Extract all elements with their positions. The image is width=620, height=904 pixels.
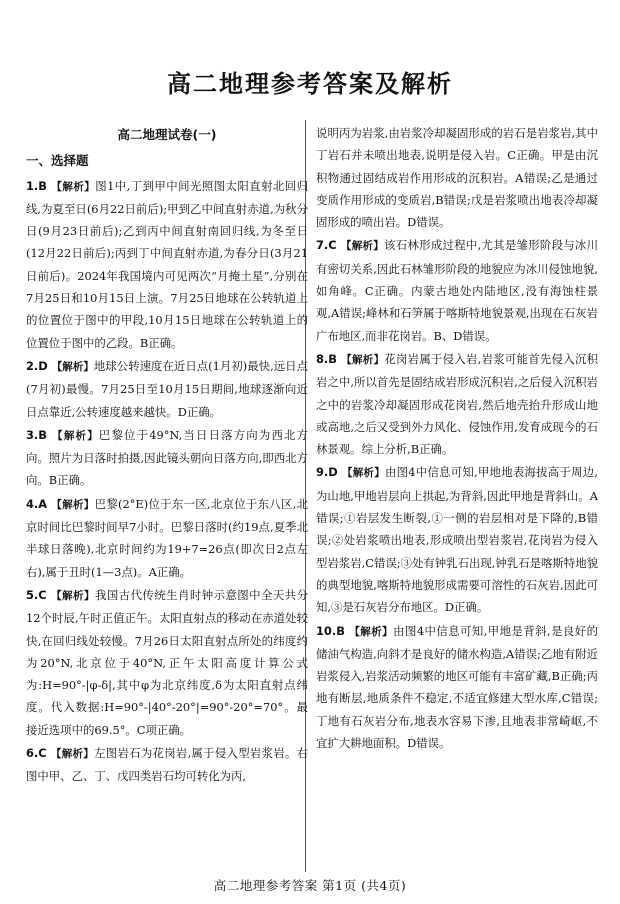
- left-column: [26, 122, 308, 789]
- item-number: 10.: [316, 623, 337, 638]
- item-number: 6.: [26, 746, 39, 761]
- answer-item-1: [26, 175, 308, 354]
- answer-item-8: [316, 348, 598, 460]
- item-answer: B: [328, 351, 337, 366]
- item-tag: 【解析】: [50, 589, 95, 602]
- item-tag: 【解析】: [341, 467, 386, 480]
- item-tag: 【解析】: [348, 625, 394, 638]
- right-column: [316, 122, 598, 755]
- page-title: 高二地理参考答案及解析: [167, 70, 453, 98]
- answer-item-9: [316, 461, 598, 618]
- item-answer: C: [328, 238, 337, 253]
- item-tag: 【解析】: [340, 240, 385, 253]
- item-answer: B: [38, 178, 47, 193]
- item-tag: 【解析】: [51, 498, 95, 511]
- item-text: 图1中,丁到甲中间光照图太阳直射北回归线,为夏至日(6月22日前后);甲到乙中间直射赤道,为秋分日(9月23日前后);乙到丙中间直射南回归线,为冬至日(12月22日前后);丙到丁中间直射赤道,为春分日(3月21日前后)。2024年我国境内可见两次“月掩土星”,分别在7月25日和10月15日上演。7月25日地球在公转轨道上的位置位于图中的甲段,10月15日地球在公转轨道上的位置位于图中的乙段。B正确。: [26, 178, 309, 350]
- item-answer: A: [38, 496, 48, 511]
- item-text: 巴黎位于49°N,当日日落方向为西北方向。照片为日落时拍摄,因此镜头朝向日落方向,即西北方向。B正确。: [26, 427, 308, 488]
- item-text: 我国古代传统生肖时钟示意图中全天共分12个时辰,午时正值正午。太阳直射点的移动在赤道处较快,在回归线处较慢。7月26日太阳直射点所处的纬度约为20°N,北京位于40°N,正午太阳高度计算公式为:H=90°-|φ-δ|,其中φ为北京纬度,δ为太阳直射点纬度。代入数据:H=90°-|40°-20°|=90°-20°=70°。最接近选项中的69.5°。C项正确。: [26, 587, 308, 737]
- item-tag: 【解析】: [340, 353, 385, 366]
- item-tag: 【解析】: [50, 180, 96, 193]
- item-text: 巴黎(2°E)位于东一区,北京位于东八区,北京时间比巴黎时间早7小时。巴黎日落时(约19点,夏季北半球日落晚),北京时间约为19+7=26点(即次日2点左右),属于丑时(1—3点)。A正确。: [26, 496, 308, 579]
- item-number: 3.: [26, 427, 39, 442]
- answer-item-2: [26, 355, 308, 423]
- item-text: 由图4中信息可知,甲地地表海拔高于周边,为山地,甲地岩层向上拱起,为背斜,因此甲地是背斜山。A错误;①岩层发生断裂,①一侧的岩层相对是下降的,B错误;②处岩浆喷出地表,形成喷出型岩浆岩,花岗岩为侵入型岩浆岩,C错误;③处有钟乳石出现,钟乳石是喀斯特地貌的典型地貌,喀斯特地貌形成需要可溶性的石灰岩,因此可知,③是石灰岩分布地区。D正确。: [316, 465, 598, 615]
- item-answer: B: [38, 427, 47, 442]
- page-footer: 高二地理参考答案 第1页 (共4页): [213, 878, 407, 893]
- answer-item-4: [26, 493, 308, 583]
- item-text: 左图岩石为花岗岩,属于侵入型岩浆岩。右图中甲、乙、丁、戊四类岩石均可转化为丙,: [26, 746, 309, 784]
- item-text: 由图4中信息可知,甲地是背斜,是良好的储油气构造,向斜才是良好的储水构造,A错误;乙地有附近岩浆侵入,岩浆活动频繁的地区可能有丰富矿藏,B正确;丙地有断层,地质条件不稳定,不适宜修建大型水库,C错误;丁地有石灰岩分布,地表水容易下渗,且地表非常崎岖,不宜扩大耕地面积。D错误。: [316, 623, 598, 751]
- item-answer: C: [38, 587, 47, 602]
- item-number: 5.: [26, 587, 39, 602]
- item-answer: D: [38, 358, 48, 373]
- exam-subtitle: 高二地理试卷(一): [117, 127, 217, 142]
- item-answer: B: [336, 623, 345, 638]
- item-text: 该石林形成过程中,尤其是雏形阶段与冰川有密切关系,因此石林雏形阶段的地貌应为冰川侵蚀地貌,如角峰。C正确。内蒙古地处内陆地区,没有海蚀柱景观,A错误;峰林和石笋属于喀斯特地貌景观,出现在石灰岩广布地区,而非花岗岩。B、D错误。: [316, 238, 599, 343]
- item-text: 地球公转速度在近日点(1月初)最快,远日点(7月初)最慢。7月25日至10月15日期间,地球逐渐向近日点靠近,公转速度越来越快。D正确。: [26, 358, 308, 419]
- item-text: 花岗岩属于侵入岩,岩浆可能首先侵入沉积岩之中,所以首先是固结成岩形成沉积岩,之后侵入沉积岩之中的岩浆冷却凝固形成花岗岩,然后地壳抬升形成山地或高地,之后又受到外力风化、侵蚀作用,发育成现今的石林景观。综上分析,B正确。: [316, 351, 598, 457]
- answer-item-7: [316, 234, 598, 346]
- answer-item-3: [26, 424, 308, 492]
- item-number: 7.: [316, 238, 329, 253]
- answer-item-5: [26, 584, 308, 741]
- item-tag: 【解析】: [50, 429, 99, 442]
- item-tag: 【解析】: [51, 360, 94, 373]
- item-number: 8.: [316, 351, 329, 366]
- item-number: 4.: [26, 496, 39, 511]
- item-number: 2.: [26, 358, 39, 373]
- answer-item-10: [316, 620, 598, 755]
- answer-item-6-continued: 说明丙为岩浆,由岩浆冷却凝固形成的岩石是岩浆岩,其中丁岩石并未喷出地表,说明是侵入岩。C正确。甲是由沉积物通过固结成岩作用形成的沉积岩。A错误;乙是通过变质作用形成的变质岩,B错误;戊是岩浆喷出地表冷却凝固形成的喷出岩。D错误。: [316, 126, 598, 230]
- item-number: 1.: [26, 178, 39, 193]
- item-answer: D: [328, 465, 338, 480]
- section-heading: 一、选择题: [26, 153, 89, 169]
- item-number: 9.: [316, 465, 329, 480]
- item-answer: C: [38, 746, 47, 761]
- answer-item-6: [26, 742, 308, 788]
- item-tag: 【解析】: [50, 748, 95, 761]
